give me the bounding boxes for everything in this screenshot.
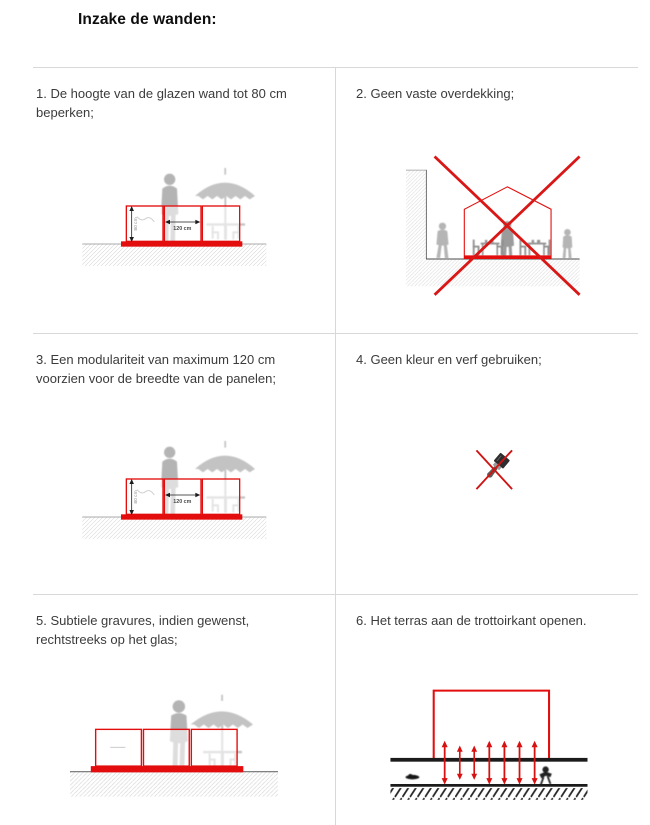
terrace-plan-view-illustration	[387, 681, 593, 805]
ground-hatch	[82, 517, 266, 539]
terrace-platform	[91, 766, 244, 772]
figure-panel-modularity	[73, 435, 273, 542]
rule-cell-3	[33, 333, 335, 594]
terrace-platform	[121, 241, 242, 246]
rule-text-1: 1. De hoogte van de glazen wand tot 80 cm beperken;	[36, 86, 287, 120]
prohibition-cross-icon	[476, 450, 512, 489]
glass-panels	[126, 206, 239, 241]
rule-text-4: 4. Geen kleur en verf gebruiken;	[356, 352, 542, 367]
ground-hatch	[406, 260, 579, 287]
terrace-side-view-illustration	[73, 435, 273, 542]
figure-open-to-sidewalk	[387, 681, 593, 805]
rule-cell-6	[335, 594, 638, 825]
height-dimension-label: 80 cm	[134, 217, 140, 231]
figure-no-fixed-roof	[400, 148, 582, 297]
pedestrian-top-view-left	[406, 774, 420, 779]
rule-cell-4	[335, 333, 638, 594]
curb-line	[390, 784, 587, 787]
pedestrian-left-silhouette	[436, 223, 448, 259]
rule-text-6: 6. Het terras aan de trottoirkant openen.	[356, 613, 587, 628]
terrace-engraved-glass-illustration	[70, 694, 278, 798]
crossed-canopy-illustration	[400, 148, 582, 297]
ground-hatch	[70, 772, 278, 797]
crossed-brush-illustration	[463, 440, 525, 502]
terrace-outline	[434, 691, 549, 760]
width-dimension-label: 120 cm	[173, 498, 192, 505]
figure-glass-wall-height	[73, 162, 273, 269]
page-title: Inzake de wanden:	[78, 11, 217, 28]
terrace-side-view-illustration	[73, 162, 273, 269]
opening-arrows	[442, 741, 538, 785]
rule-text-2: 2. Geen vaste overdekking;	[356, 86, 515, 101]
rule-text-3: 3. Een modulariteit van maximum 120 cm voorzien voor de breedte van de panelen;	[36, 352, 276, 386]
street-hatch	[390, 788, 587, 800]
ground-hatch	[82, 244, 266, 266]
rule-cell-5	[33, 594, 335, 825]
rule-cell-1	[33, 68, 335, 333]
pedestrian-right-silhouette	[563, 229, 573, 258]
rule-cell-2	[335, 68, 638, 333]
figure-glass-engraving	[70, 694, 278, 798]
glass-panels	[126, 479, 239, 514]
terrace-platform	[121, 514, 242, 519]
figure-no-paint	[463, 440, 525, 502]
rule-text-5: 5. Subtiele gravures, indien gewenst, rechtstreeks op het glas;	[36, 613, 250, 647]
building-wall-hatch	[406, 170, 426, 259]
pedestrian-top-view-right	[539, 766, 551, 784]
rules-grid	[33, 67, 638, 825]
height-dimension-label: 80 cm	[134, 490, 140, 504]
width-dimension-label: 120 cm	[173, 225, 192, 232]
